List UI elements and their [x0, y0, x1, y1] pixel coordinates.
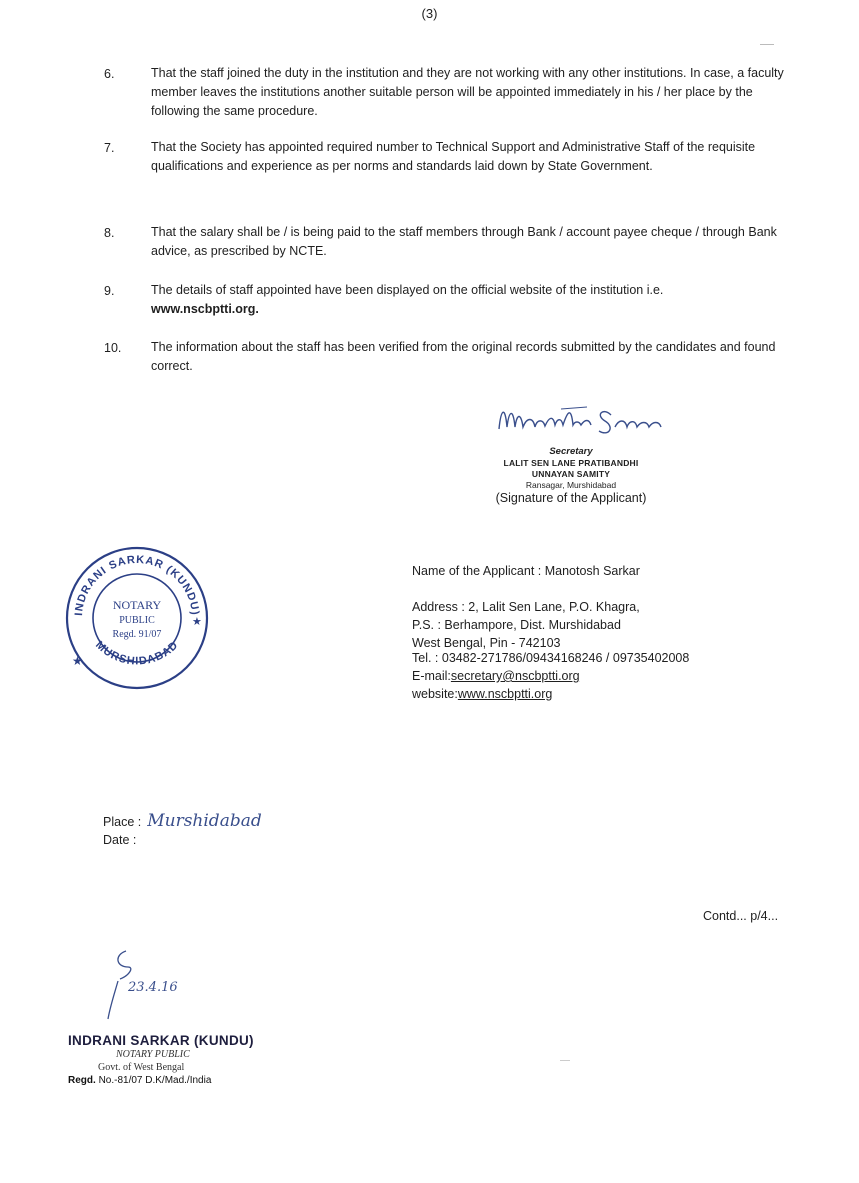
clause-text: [151, 281, 791, 319]
notary-seal: [62, 543, 212, 693]
clause-text: That the Society has appointed required number to Technical Support and Administrative Staff of the requisite qualifications and experience as per norms and standards laid down by State Government.: [151, 140, 756, 173]
svg-text:Regd. 91/07: Regd. 91/07: [112, 629, 162, 640]
date-label: Date :: [103, 833, 137, 847]
scan-mark: [760, 44, 774, 45]
notary-title: NOTARY PUBLIC: [116, 1049, 190, 1060]
place-label: Place :: [103, 815, 142, 829]
notary-registration: [68, 1074, 328, 1087]
svg-text:MURSHIDABAD: MURSHIDABAD: [93, 639, 181, 668]
regd-prefix: Regd.: [68, 1075, 96, 1086]
secretary-title: Secretary: [549, 446, 593, 457]
telephone-line: Tel. : 03482-271786/09434168246 / 09735402008: [412, 651, 690, 665]
clause-number: 6.: [104, 67, 115, 81]
clause-text: That the salary shall be / is being paid to the staff members through Bank / account payee cheque / through Bank advice, as prescribed by NCTE.: [151, 225, 777, 258]
website-link[interactable]: www.nscbptti.org.: [151, 302, 259, 316]
clause-number: 10.: [104, 341, 122, 355]
notary-govt: Govt. of West Bengal: [98, 1062, 185, 1073]
org-name-line1: LALIT SEN LANE PRATIBANDHI: [503, 458, 639, 468]
email-line: [412, 667, 689, 685]
org-name-line2: UNNAYAN SAMITY: [531, 469, 611, 479]
applicant-name: Name of the Applicant : Manotosh Sarkar: [412, 564, 640, 578]
contact-block: [412, 649, 689, 703]
address-line: Address : 2, Lalit Sen Lane, P.O. Khagra,: [412, 600, 640, 614]
notary-signature: [104, 945, 224, 1020]
secretary-stamp: [456, 446, 686, 505]
page-number: (3): [421, 6, 438, 21]
svg-text:PUBLIC: PUBLIC: [119, 615, 155, 626]
website-label: website:: [412, 687, 458, 701]
place-date-block: [103, 812, 262, 849]
svg-text:★: ★: [72, 654, 83, 668]
notary-stamp: [68, 1033, 328, 1087]
clause-number: 7.: [104, 141, 115, 155]
email-link[interactable]: secretary@nscbptti.org: [450, 669, 580, 683]
place-value: Murshidabad: [147, 811, 262, 831]
signature-caption: (Signature of the Applicant): [495, 491, 647, 505]
svg-text:★: ★: [192, 616, 202, 628]
clause-number: 8.: [104, 226, 115, 240]
regd-number: No.-81/07 D.K/Mad./India: [98, 1075, 212, 1086]
website-link[interactable]: www.nscbptti.org: [457, 687, 553, 701]
svg-text:NOTARY: NOTARY: [112, 598, 162, 612]
email-label: E-mail:: [412, 669, 451, 683]
clause-text-body: The details of staff appointed have been displayed on the official website of the institution i.e.: [151, 283, 664, 297]
address-line: P.S. : Berhampore, Dist. Murshidabad: [412, 618, 621, 632]
address-line: West Bengal, Pin - 742103: [412, 636, 561, 650]
svg-text:INDRANI SARKAR (KUNDU): INDRANI SARKAR (KUNDU): [73, 553, 201, 617]
place-line: [103, 812, 262, 831]
website-line: [412, 685, 689, 703]
applicant-address: [412, 598, 640, 652]
notary-name: INDRANI SARKAR (KUNDU): [68, 1033, 254, 1048]
org-location: Ransagar, Murshidabad: [525, 480, 617, 490]
notary-signature-date: 23.4.16: [128, 980, 178, 995]
applicant-signature: [491, 397, 691, 443]
clause-text: The information about the staff has been verified from the original records submitted by the candidates and found correct.: [151, 340, 776, 373]
scan-mark: [560, 1060, 570, 1061]
clause-number: 9.: [104, 284, 115, 298]
continuation-note: Contd... p/4...: [703, 909, 779, 923]
clause-text: That the staff joined the duty in the institution and they are not working with any other institutions. In case, a faculty member leaves the institutions another suitable person will be appointed immediately in his / her place by the following the same procedure.: [151, 66, 784, 118]
